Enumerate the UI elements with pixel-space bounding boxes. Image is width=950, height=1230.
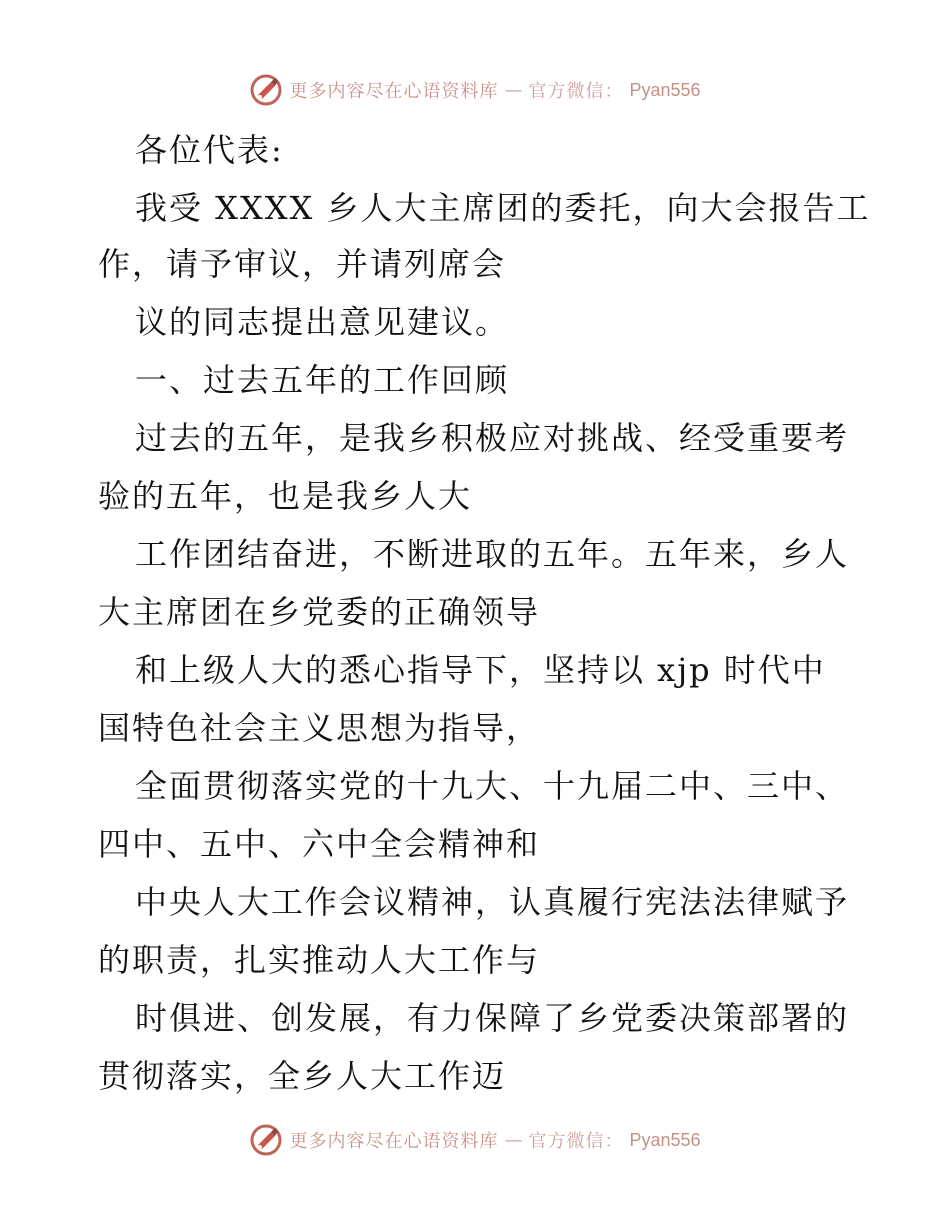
paragraph-line: 我受 XXXX 乡人大主席团的委托，向大会报告工 — [135, 189, 871, 227]
paragraph-line: 时俱进、创发展，有力保障了乡党委决策部署的 — [135, 999, 850, 1037]
paragraph-line: 和上级人大的悉心指导下，坚持以 xjp 时代中 — [135, 651, 826, 689]
watermark-main-text: 更多内容尽在心语资料库 — [289, 1131, 499, 1152]
section-heading: 一、过去五年的工作回顾 — [135, 361, 510, 399]
watermark-id: Pyan556 — [629, 1129, 701, 1150]
header-watermark — [0, 70, 950, 110]
watermark-main-text: 更多内容尽在心语资料库 — [289, 81, 499, 102]
paragraph-line: 作，请予审议，并请列席会 — [98, 245, 507, 283]
paragraph-line: 全面贯彻落实党的十九大、十九届二中、三中、 — [135, 767, 850, 805]
paragraph-line: 的职责，扎实推动人大工作与 — [98, 941, 541, 979]
watermark-id: Pyan556 — [629, 79, 701, 100]
watermark-sub-text: 官方微信： — [528, 81, 624, 102]
paragraph-line: 议的同志提出意见建议。 — [135, 303, 510, 341]
paragraph-line: 工作团结奋进，不断进取的五年。五年来，乡人 — [135, 535, 850, 573]
watermark-dash: — — [504, 79, 523, 101]
footer-watermark — [0, 1120, 950, 1160]
paragraph-line: 四中、五中、六中全会精神和 — [98, 825, 541, 863]
watermark-dash: — — [504, 1129, 523, 1151]
paragraph-line: 各位代表: — [135, 131, 284, 169]
paragraph-line: 贯彻落实，全乡人大工作迈 — [98, 1057, 507, 1095]
paragraph-line: 过去的五年，是我乡积极应对挑战、经受重要考 — [135, 419, 850, 457]
paragraph-line: 大主席团在乡党委的正确领导 — [98, 593, 541, 631]
paragraph-line: 中央人大工作会议精神，认真履行宪法法律赋予 — [135, 883, 850, 921]
paragraph-line: 验的五年，也是我乡人大 — [98, 477, 473, 515]
logo-icon — [249, 1123, 283, 1157]
paragraph-line: 国特色社会主义思想为指导， — [98, 709, 541, 747]
watermark-sub-text: 官方微信： — [528, 1131, 624, 1152]
logo-icon — [249, 73, 283, 107]
